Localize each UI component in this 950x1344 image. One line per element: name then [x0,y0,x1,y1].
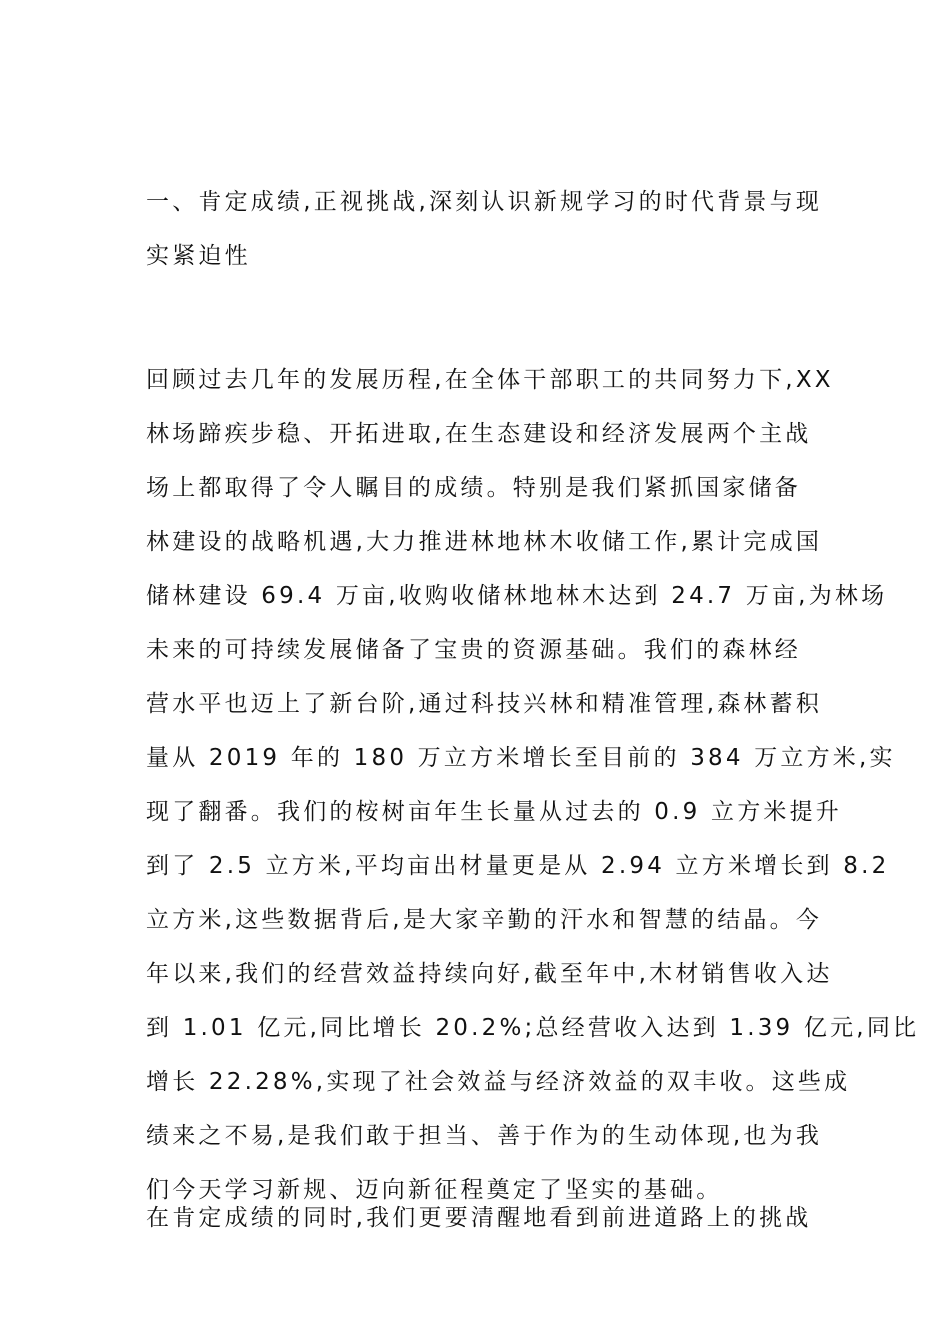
paragraph-line: 营水平也迈上了新台阶,通过科技兴林和精准管理,森林蓄积 [146,691,823,717]
paragraph-line: 未来的可持续发展储备了宝贵的资源基础。我们的森林经 [146,637,801,663]
paragraph-line: 到 1.01 亿元,同比增长 20.2%;总经营收入达到 1.39 亿元,同比 [146,1015,920,1041]
paragraph-line: 绩来之不易,是我们敢于担当、善于作为的生动体现,也为我 [146,1123,823,1149]
heading-line: 实紧迫性 [146,243,251,269]
heading-line: 一、肯定成绩,正视挑战,深刻认识新规学习的时代背景与现 [146,189,823,215]
paragraph-line: 现了翻番。我们的桉树亩年生长量从过去的 0.9 立方米提升 [146,799,842,825]
paragraph-line: 在肯定成绩的同时,我们更要清醒地看到前进道路上的挑战 [146,1205,812,1231]
paragraph-line: 林场蹄疾步稳、开拓进取,在生态建设和经济发展两个主战 [146,421,812,447]
paragraph-line: 回顾过去几年的发展历程,在全体干部职工的共同努力下,XX [146,367,834,393]
paragraph-line: 量从 2019 年的 180 万立方米增长至目前的 384 万立方米,实 [146,745,896,771]
paragraph-achievements [146,353,920,1217]
paragraph-line: 年以来,我们的经营效益持续向好,截至年中,木材销售收入达 [146,961,833,987]
paragraph-line: 储林建设 69.4 万亩,收购收储林地林木达到 24.7 万亩,为林场 [146,583,888,609]
paragraph-challenges [146,1191,816,1245]
paragraph-line: 林建设的战略机遇,大力推进林地林木收储工作,累计完成国 [146,529,823,555]
paragraph-line: 增长 22.28%,实现了社会效益与经济效益的双丰收。这些成 [146,1069,851,1095]
paragraph-line: 们今天学习新规、迈向新征程奠定了坚实的基础。 [146,1177,723,1203]
paragraph-line: 场上都取得了令人瞩目的成绩。特别是我们紧抓国家储备 [146,475,801,501]
paragraph-line: 立方米,这些数据背后,是大家辛勤的汗水和智慧的结晶。今 [146,907,823,933]
section-heading [146,175,823,283]
paragraph-line: 到了 2.5 立方米,平均亩出材量更是从 2.94 立方米增长到 8.2 [146,853,890,879]
